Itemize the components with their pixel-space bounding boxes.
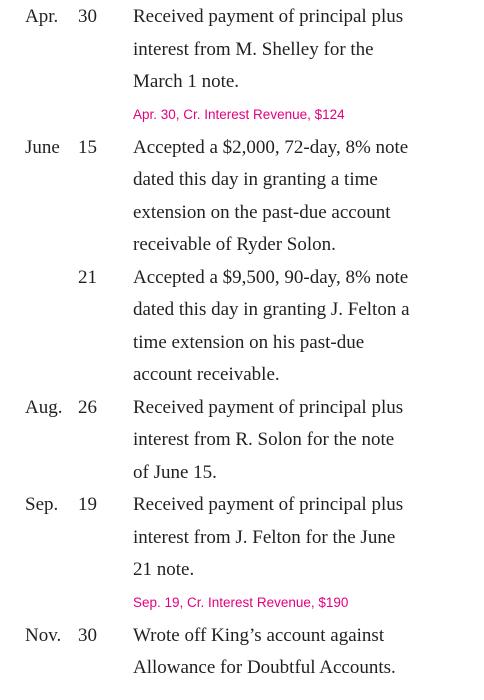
description-line: 21 note. — [133, 559, 195, 580]
entry-description — [98, 392, 484, 490]
entry-june-15 — [0, 132, 484, 262]
description-line: Accepted a $9,500, 90-day, 8% note — [133, 266, 409, 288]
description-line: extension on the past-due account — [133, 201, 391, 223]
description-line: interest from M. Shelley for the — [133, 38, 374, 60]
entry-apr-30 — [0, 1, 484, 99]
entry-date — [0, 489, 98, 522]
description-line: interest from R. Solon for the note — [133, 429, 395, 450]
entry-date — [0, 132, 98, 165]
description-line: Received payment of principal plus — [133, 6, 404, 27]
description-line: Received payment of principal plus — [133, 396, 404, 418]
answer-note: Sep. 19, Cr. Interest Revenue, $190 — [133, 594, 349, 610]
entry-day: 26 — [78, 396, 97, 418]
description-line: dated this day in granting a time — [133, 169, 378, 190]
entry-month: Nov. — [25, 624, 62, 646]
description-line: time extension on his past-due — [133, 331, 365, 353]
description-line: March 1 note. — [133, 71, 240, 92]
description-line: Wrote off King’s account against — [133, 624, 385, 646]
answer-note: Apr. 30, Cr. Interest Revenue, $124 — [133, 106, 345, 122]
description-line: Received payment of principal plus — [133, 494, 404, 515]
entry-june-21 — [0, 262, 484, 392]
description-line: receivable of Ryder Solon. — [133, 234, 336, 255]
entry-date — [0, 620, 98, 653]
description-line: interest from J. Felton for the June — [133, 526, 396, 548]
entry-day: 30 — [78, 624, 97, 646]
entry-description — [98, 132, 484, 262]
entry-month: Aug. — [25, 396, 63, 418]
entry-sep-19 — [0, 489, 484, 587]
entry-day: 21 — [78, 266, 97, 288]
entry-date — [0, 392, 98, 425]
entry-aug-26 — [0, 392, 484, 490]
entry-day: 30 — [78, 6, 97, 27]
entry-day: 15 — [78, 136, 97, 158]
entry-month: Sep. — [25, 494, 59, 515]
entry-description — [98, 1, 484, 99]
description-line: account receivable. — [133, 364, 280, 385]
entry-description — [98, 620, 484, 685]
entry-date — [0, 262, 98, 295]
entry-day: 19 — [78, 494, 97, 515]
description-line: Allowance for Doubtful Accounts. — [133, 657, 396, 678]
description-line: dated this day in granting J. Felton a — [133, 299, 410, 320]
entry-nov-30 — [0, 620, 484, 685]
entry-date — [0, 1, 98, 34]
entry-month: Apr. — [25, 6, 59, 27]
description-line: of June 15. — [133, 461, 217, 483]
entry-description — [98, 262, 484, 392]
description-line: Accepted a $2,000, 72-day, 8% note — [133, 136, 409, 158]
entry-month: June — [25, 136, 60, 158]
entry-description — [98, 489, 484, 587]
